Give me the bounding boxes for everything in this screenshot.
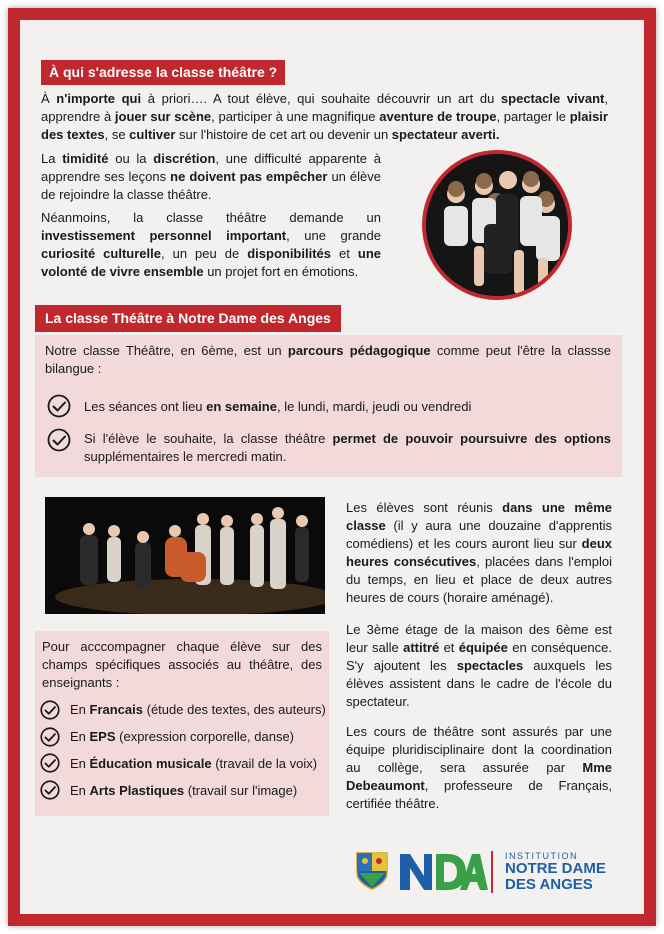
check-circle-icon <box>40 700 60 720</box>
bold-phrase: curiosité culturelle <box>41 246 161 261</box>
bold-phrase: deux heures consécutives <box>346 536 612 569</box>
bold-phrase: cultiver <box>129 127 176 142</box>
logo-divider <box>491 851 493 893</box>
bold-phrase: ne doivent pas empêcher <box>170 169 328 184</box>
bold-phrase: jouer sur scène <box>114 109 212 124</box>
bold-phrase: n'importe qui <box>56 91 142 106</box>
bold-phrase: aventure de troupe <box>379 109 497 124</box>
paragraph-investment: Néanmoins, la classe théâtre demande un investissement personnel important, une grande curiosité culturelle, un peu de disponibilités et une volonté de vivre ensemble un projet fort en émotions. <box>41 210 381 279</box>
bold-phrase: en semaine <box>206 399 277 414</box>
nda-logo <box>398 848 488 894</box>
bold-phrase: Francais <box>89 702 143 717</box>
section-heading-class: La classe Théâtre à Notre Dame des Anges <box>35 305 341 332</box>
bold-phrase: une volonté de vivre ensemble <box>41 246 381 279</box>
bold-phrase: investissement personnel important <box>41 228 287 243</box>
subject-item-eps: En EPS (expression corporelle, danse) <box>70 729 295 744</box>
paragraph-coordination: Les cours de théâtre sont assurés par une équipe pluridisciplinaire dont la coordination au collège, sera assurée par Mme Debeaumont, professeure de Français, certifiée théâtre. <box>346 724 612 811</box>
subject-item-francais: En Francais (étude des textes, des auteurs) <box>70 702 326 717</box>
paragraph-teachers-intro: Pour acccompagner chaque élève sur des champs spécifiques associés au théâtre, des enseignants : <box>42 639 322 690</box>
check-circle-icon <box>40 780 60 800</box>
check-circle-icon <box>47 428 71 452</box>
paragraph-timidity: La timidité ou la discrétion, une difficulté apparente à apprendre ses leçons ne doivent pas empêcher un élève de rejoindre la classe théâtre. <box>41 151 381 202</box>
stage-performance-photo <box>45 497 325 614</box>
institution-name-line1: NOTRE DAME <box>505 860 606 877</box>
institution-label: INSTITUTION <box>505 851 578 861</box>
subject-item-arts: En Arts Plastiques (travail sur l'image) <box>70 783 298 798</box>
bold-phrase: Éducation musicale <box>89 756 212 771</box>
bold-phrase: spectacle vivant <box>500 91 605 106</box>
bold-phrase: équipée <box>458 640 508 655</box>
paragraph-schedule: Les élèves sont réunis dans une même classe (il y aura une douzaine d'apprentis comédiens) et les cours auront lieu sur deux heures consécutives, placées dans l'emploi du temps, en lieu et place de deux autres heures de cours (horaire aménagé). <box>346 500 613 605</box>
bold-phrase: plaisir des textes <box>41 109 608 142</box>
bold-phrase: spectacles <box>456 658 524 673</box>
subject-item-musique: En Éducation musicale (travail de la voix) <box>70 756 318 771</box>
bold-phrase: parcours pédagogique <box>287 343 431 358</box>
coat-of-arms-icon <box>355 851 389 891</box>
paragraph-pedagogy-intro: Notre classe Théâtre, en 6ème, est un parcours pédagogique comme peut l'être la classse bilangue : <box>45 343 611 376</box>
bold-phrase: discrétion <box>153 151 216 166</box>
institution-name-line2: DES ANGES <box>505 876 593 893</box>
bold-phrase: Mme Debeaumont <box>346 760 612 793</box>
bold-phrase: attitré <box>403 640 440 655</box>
bold-phrase: timidité <box>62 151 109 166</box>
paragraph-audience: À n'importe qui à priori…. A tout élève, qui souhaite découvrir un art du spectacle vivant, apprendre à jouer sur scène, participer à une magnifique aventure de troupe, partager le plaisir des textes, se cultiver sur l'histoire de cet art ou devenir un spectateur averti. <box>41 91 608 142</box>
bold-phrase: EPS <box>89 729 116 744</box>
students-group-photo <box>422 150 572 300</box>
check-circle-icon <box>40 753 60 773</box>
paragraph-room: Le 3ème étage de la maison des 6ème est leur salle attitré et équipée en conséquence. S'y ajoutent les spectacles auxquels les élèves assistent dans le cadre de l'école du spectateur. <box>346 622 612 709</box>
list-item-options: Si l'élève le souhaite, la classe théâtre permet de pouvoir poursuivre des options supplémentaires le mercredi matin. <box>84 431 612 464</box>
section-heading-audience: À qui s'adresse la classe théâtre ? <box>41 60 285 85</box>
bold-phrase: dans une même classe <box>346 500 613 533</box>
bold-phrase: spectateur averti. <box>391 127 500 142</box>
bold-phrase: Arts Plastiques <box>89 783 185 798</box>
bold-phrase: disponibilités <box>247 246 332 261</box>
bold-phrase: permet de pouvoir poursuivre des options <box>332 431 612 446</box>
check-circle-icon <box>40 727 60 747</box>
list-item-weekdays: Les séances ont lieu en semaine, le lundi, mardi, jeudi ou vendredi <box>84 399 472 414</box>
check-circle-icon <box>47 394 71 418</box>
